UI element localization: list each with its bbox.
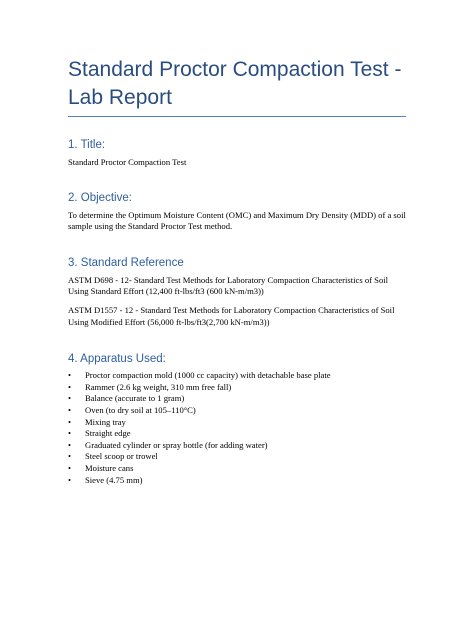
bullet-icon: •: [68, 393, 72, 404]
list-item-text: Balance (accurate to 1 gram): [85, 393, 185, 404]
list-item: [68, 382, 406, 394]
list-item: [68, 370, 406, 382]
section-title: [68, 138, 406, 169]
reference-astm-d1557: ASTM D1557 - 12 - Standard Test Methods for Laboratory Compaction Characteristics of Soil Using Modified Effort (56,000 ft-lbs/ft3(2,700 kN-m/m3)): [68, 304, 395, 327]
bullet-icon: •: [68, 462, 72, 473]
list-item: [68, 428, 406, 440]
document-title: Standard Proctor Compaction Test - Lab Report: [68, 56, 406, 117]
reference-astm-d698: ASTM D698 - 12- Standard Test Methods for Laboratory Compaction Characteristics of Soil Using Standard Effort (12,400 ft-lbs/ft3 (600 kN-m/m3)): [68, 274, 389, 297]
section-heading-apparatus: 4. Apparatus Used:: [68, 353, 166, 366]
section-heading-objective: 2. Objective:: [68, 191, 132, 204]
list-item: [68, 417, 406, 429]
bullet-icon: •: [68, 439, 72, 450]
list-item-text: Rammer (2.6 kg weight, 310 mm free fall): [85, 381, 232, 392]
bullet-icon: •: [68, 474, 72, 485]
list-item-text: Graduated cylinder or spray bottle (for adding water): [85, 439, 268, 450]
bullet-icon: •: [68, 428, 72, 439]
list-item-text: Oven (to dry soil at 105–110°C): [85, 404, 196, 415]
section-heading-title: 1. Title:: [68, 139, 106, 151]
list-item-text: Mixing tray: [85, 416, 126, 427]
bullet-icon: •: [68, 370, 72, 381]
list-item-text: Moisture cans: [85, 462, 134, 473]
list-item-text: Steel scoop or trowel: [85, 451, 158, 462]
bullet-icon: •: [68, 404, 72, 415]
title-text: Standard Proctor Compaction Test: [68, 157, 187, 167]
list-item: [68, 475, 406, 487]
document-page: [68, 56, 406, 486]
section-objective: [68, 191, 406, 233]
apparatus-list: [68, 370, 406, 486]
list-item: [68, 451, 406, 463]
section-standard-reference: [68, 256, 406, 328]
bullet-icon: •: [68, 381, 72, 392]
section-heading-standard-reference: 3. Standard Reference: [68, 256, 184, 269]
list-item-text: Proctor compaction mold (1000 cc capacity) with detachable base plate: [85, 370, 331, 381]
list-item: [68, 405, 406, 417]
objective-text: To determine the Optimum Moisture Content (OMC) and Maximum Dry Density (MDD) of a soil sample using the Standard Proctor Test method.: [68, 209, 406, 232]
list-item-text: Sieve (4.75 mm): [85, 474, 143, 485]
list-item-text: Straight edge: [85, 428, 131, 439]
list-item: [68, 440, 406, 452]
section-apparatus: [68, 352, 406, 486]
list-item: [68, 393, 406, 405]
bullet-icon: •: [68, 416, 72, 427]
bullet-icon: •: [68, 451, 72, 462]
list-item: [68, 463, 406, 475]
